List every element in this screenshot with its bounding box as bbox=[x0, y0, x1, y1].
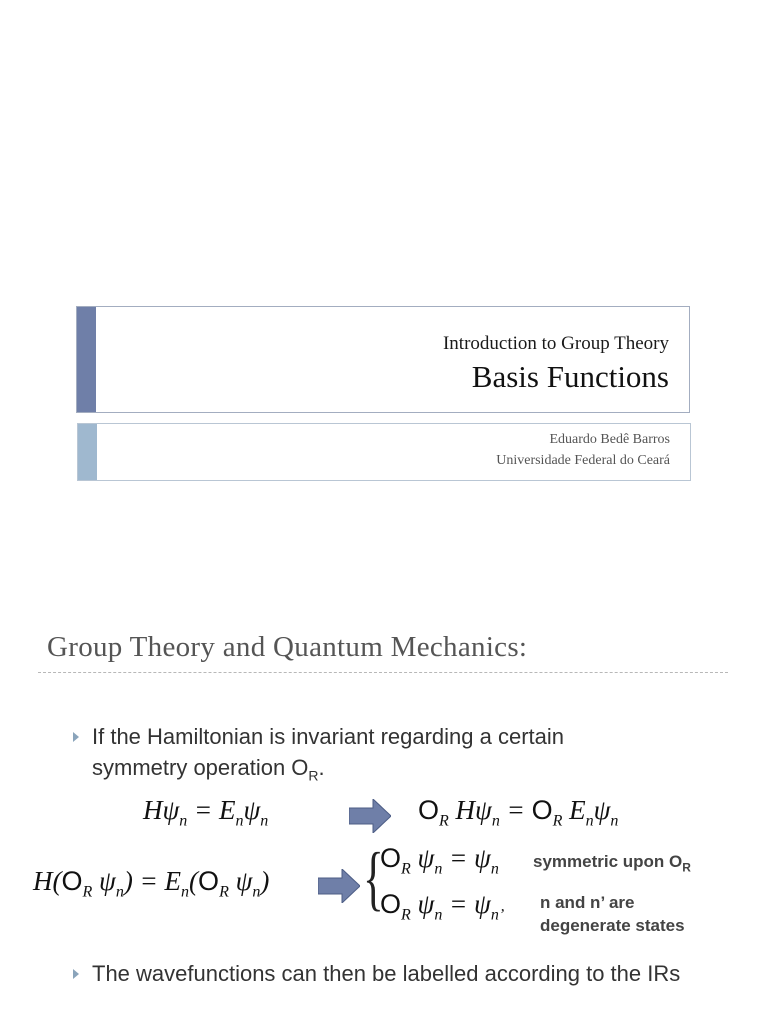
equation-case-degenerate: $O_R$ $\psi_n = \psi_{n’}$ bbox=[380, 889, 505, 924]
right-arrow-icon bbox=[318, 869, 360, 903]
equation-case-symmetric: $O_R$ $\psi_n = \psi_n$ bbox=[380, 843, 499, 878]
title-accent-bar bbox=[77, 307, 96, 412]
right-arrow-icon bbox=[349, 799, 391, 833]
note-symmetric-sub: R bbox=[682, 860, 691, 875]
note-degenerate-line1: n and n’ are bbox=[540, 893, 635, 912]
title-divider bbox=[38, 672, 728, 673]
bullet-1 bbox=[92, 721, 652, 791]
course-subtitle: Introduction to Group Theory bbox=[442, 333, 669, 354]
slide-title: Basis Functions bbox=[471, 359, 669, 394]
author-accent-bar bbox=[78, 424, 97, 480]
equation-commutation: $H(O_R$ $\psi_n) = E_n(O_R$ $\psi_n$) bbox=[33, 866, 270, 901]
note-degenerate-line2: degenerate states bbox=[540, 916, 685, 935]
slide2-title: Group Theory and Quantum Mechanics: bbox=[47, 631, 528, 663]
case-brace: { bbox=[363, 838, 384, 918]
bullet-arrow-icon bbox=[73, 732, 79, 742]
note-symmetric-text: symmetric upon O bbox=[533, 852, 683, 871]
equation-schrodinger: $H\psi_n = E_n\psi_n$ bbox=[143, 795, 269, 830]
bullet-2: The wavefunctions can then be labelled according to the IRs bbox=[92, 961, 681, 986]
author-institution: Universidade Federal do Ceará bbox=[496, 453, 670, 468]
bullet-1-text: If the Hamiltonian is invariant regarding a certain symmetry operation O bbox=[92, 724, 565, 780]
author-name: Eduardo Bedê Barros bbox=[549, 432, 670, 447]
note-degenerate bbox=[540, 891, 685, 937]
bullet-1-suffix: . bbox=[318, 755, 325, 780]
equation-symmetry-applied: $O_R$ $H\psi_n = O_R$ $E_n\psi_n$ bbox=[418, 795, 619, 830]
bullet-arrow-icon bbox=[73, 969, 79, 979]
title-box bbox=[76, 306, 690, 413]
note-symmetric bbox=[533, 850, 691, 879]
bullet-1-sub: R bbox=[308, 767, 319, 784]
author-box bbox=[77, 423, 691, 481]
